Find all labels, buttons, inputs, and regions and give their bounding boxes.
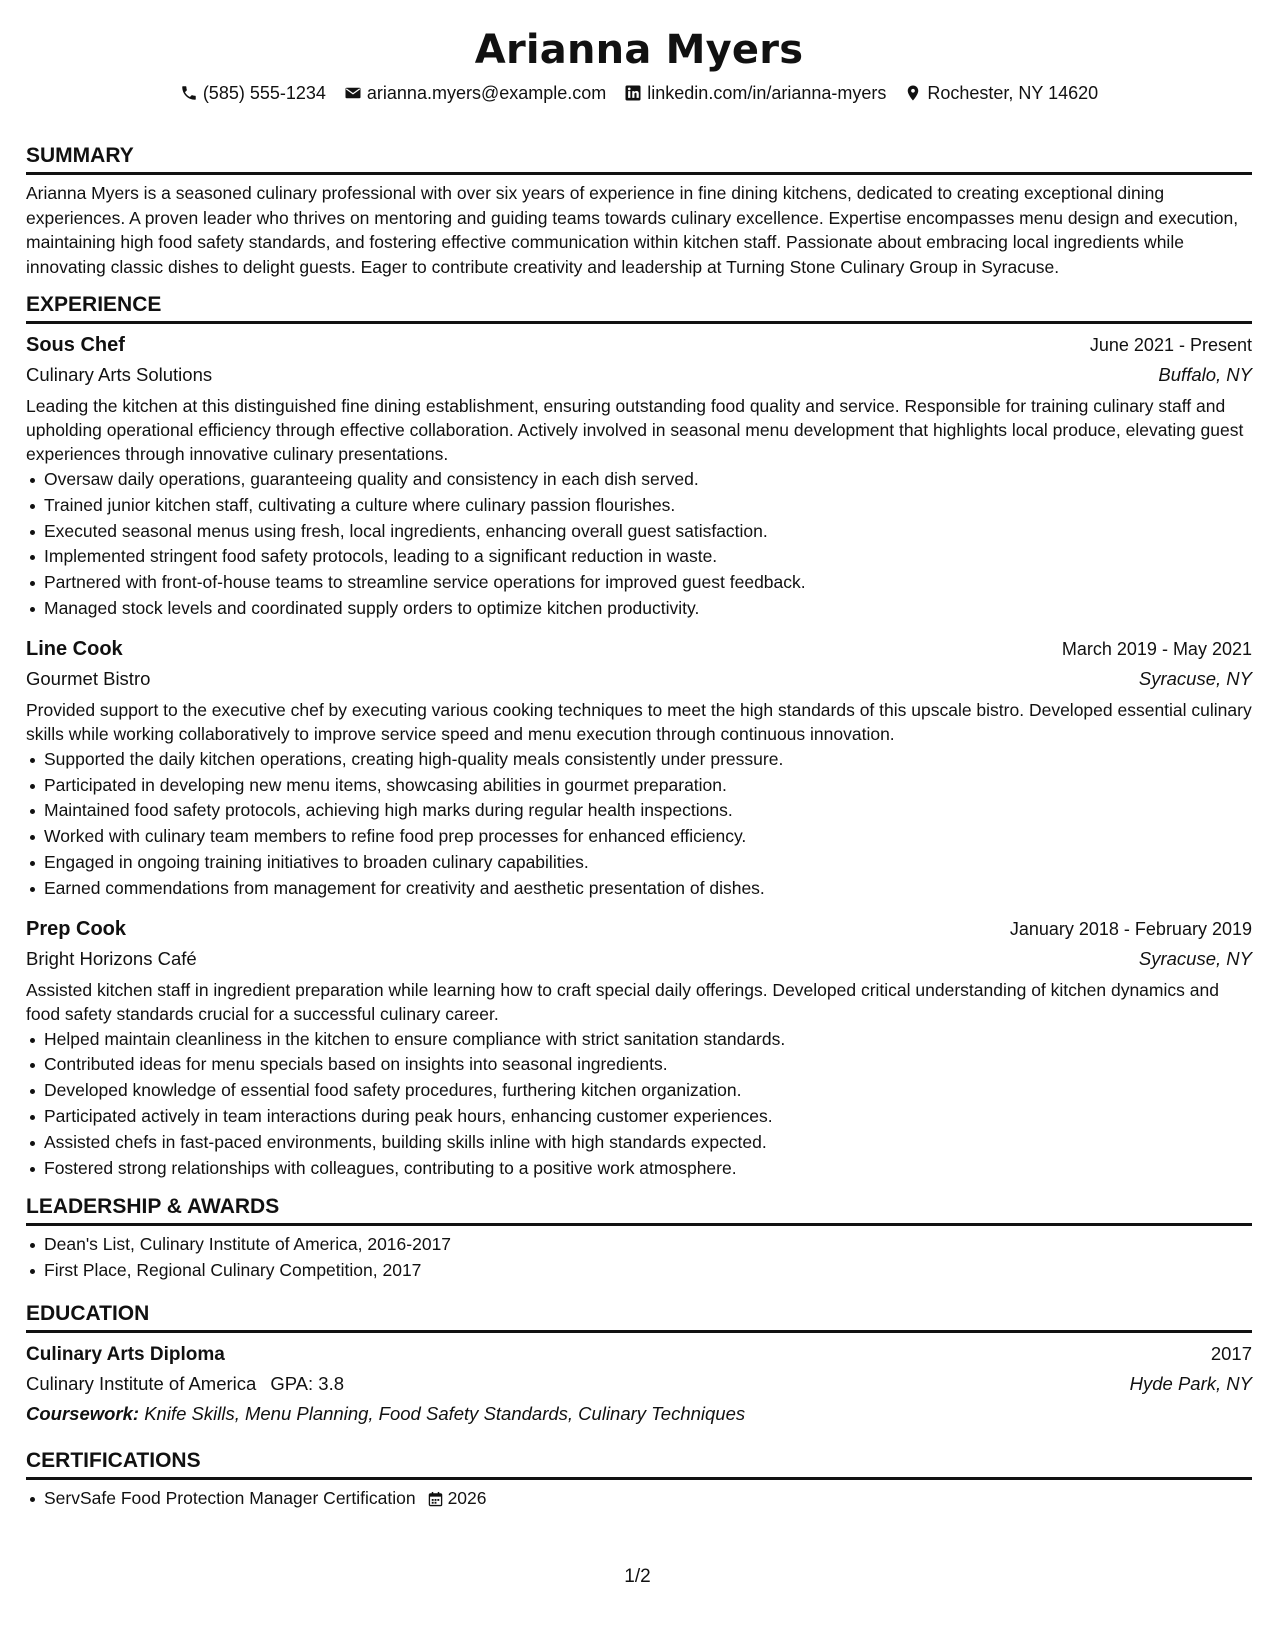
location-pin-icon — [904, 84, 922, 102]
list-item: Supported the daily kitchen operations, creating high-quality meals consistently under pressure. — [26, 747, 1252, 773]
summary-section — [26, 144, 1252, 279]
contact-bar — [26, 78, 1252, 108]
contact-email[interactable] — [344, 83, 606, 104]
contact-phone[interactable] — [180, 83, 326, 104]
phone-text: (585) 555-1234 — [202, 82, 326, 103]
education-section — [26, 1302, 1252, 1429]
school-location: Hyde Park, NY — [1129, 1372, 1252, 1394]
job-location: Buffalo, NY — [1158, 364, 1252, 385]
job-location: Syracuse, NY — [1138, 667, 1252, 689]
job-bullets — [26, 1027, 1252, 1182]
contact-location — [904, 83, 1098, 104]
job-description: Provided support to the executive chef by executing various cooking techniques to meet the high standards of this upscale bistro. Developed essential culinary skills while working collaboratively to improve service speed and menu execution through continuous innovation. — [26, 699, 1252, 744]
summary-text: Arianna Myers is a seasoned culinary professional with over six years of experience in fine dining kitchens, dedicated to creating exceptional dining experiences. A proven leader who thrives on mentoring and guiding teams towards culinary excellence. Expertise encompasses menu design and execution, maintaining high food safety standards, and fostering effective communication within kitchen staff. Passionate about embracing local ingredients while innovating classic dishes to delight guests. Eager to contribute creativity and leadership at Turning Stone Culinary Group in Syracuse. — [26, 183, 1239, 277]
list-item: Participated in developing new menu items, showcasing abilities in gourmet preparation. — [26, 773, 1252, 799]
section-title: LEADERSHIP & AWARDS — [26, 1195, 1252, 1226]
list-item: Fostered strong relationships with colleagues, contributing to a positive work atmosphere. — [26, 1156, 1252, 1182]
list-item: Helped maintain cleanliness in the kitchen to ensure compliance with strict sanitation standards. — [26, 1027, 1252, 1053]
list-item: Developed knowledge of essential food safety procedures, furthering kitchen organization. — [26, 1078, 1252, 1104]
job-dates: June 2021 - Present — [1089, 335, 1252, 355]
list-item: Executed seasonal menus using fresh, local ingredients, enhancing overall guest satisfaction. — [26, 519, 1252, 545]
list-item: Participated actively in team interactions during peak hours, enhancing customer experiences. — [26, 1104, 1252, 1130]
list-item: Dean's List, Culinary Institute of America, 2016-2017 — [26, 1232, 1252, 1258]
list-item: Engaged in ongoing training initiatives to broaden culinary capabilities. — [26, 850, 1252, 876]
list-item: Worked with culinary team members to refine food prep processes for enhanced efficiency. — [26, 824, 1252, 850]
job-title: Sous Chef — [26, 334, 125, 356]
section-title: EDUCATION — [26, 1302, 1252, 1333]
list-item: Implemented stringent food safety protocols, leading to a significant reduction in waste. — [26, 544, 1252, 570]
list-item: Oversaw daily operations, guaranteeing quality and consistency in each dish served. — [26, 467, 1252, 493]
graduation-year: 2017 — [1210, 1342, 1252, 1364]
list-item: Contributed ideas for menu specials based on insights into seasonal ingredients. — [26, 1052, 1252, 1078]
experience-section — [26, 293, 1252, 1181]
company-name: Bright Horizons Café — [26, 947, 197, 969]
company-name: Gourmet Bistro — [26, 667, 151, 689]
list-item: Maintained food safety protocols, achieving high marks during regular health inspections. — [26, 798, 1252, 824]
list-item: First Place, Regional Culinary Competition, 2017 — [26, 1258, 1252, 1284]
phone-icon — [180, 84, 198, 102]
leadership-section — [26, 1195, 1252, 1284]
coursework-label: Coursework: — [26, 1402, 140, 1424]
job-dates: March 2019 - May 2021 — [1061, 638, 1252, 659]
school-name: Culinary Institute of America — [26, 1372, 257, 1394]
coursework — [26, 1399, 1252, 1429]
section-title: CERTIFICATIONS — [26, 1449, 1252, 1480]
certification-name: ServSafe Food Protection Manager Certification — [44, 1487, 416, 1508]
resume-page — [26, 0, 1252, 1512]
list-item — [26, 1486, 1252, 1512]
company-name: Culinary Arts Solutions — [26, 364, 213, 385]
job-title: Prep Cook — [26, 917, 127, 940]
job-entry — [26, 914, 1252, 1182]
email-icon — [344, 84, 362, 102]
section-title: EXPERIENCE — [26, 293, 1252, 324]
job-description: Leading the kitchen at this distinguished fine dining establishment, ensuring outstanding food quality and service. Responsible for training culinary staff and upholding operational efficiency through effective collaboration. Actively involved in seasonal menu development that highlights local produce, elevating guest experiences through innovative culinary presentations. — [26, 396, 1244, 464]
contact-linkedin[interactable] — [624, 83, 886, 104]
job-location: Syracuse, NY — [1138, 947, 1252, 969]
list-item: Earned commendations from management for creativity and aesthetic presentation of dishes. — [26, 876, 1252, 902]
email-text: arianna.myers@example.com — [366, 82, 607, 103]
job-dates: January 2018 - February 2019 — [1009, 918, 1252, 939]
certifications-section — [26, 1449, 1252, 1512]
list-item: Partnered with front-of-house teams to streamline service operations for improved guest feedback. — [26, 570, 1252, 596]
candidate-name: Arianna Myers — [474, 27, 804, 73]
job-bullets — [26, 467, 1252, 622]
job-entry — [26, 330, 1252, 622]
gpa: GPA: 3.8 — [270, 1372, 345, 1394]
calendar-icon — [428, 1491, 443, 1507]
page-number: 1/2 — [624, 1566, 651, 1587]
coursework-list: Knife Skills, Menu Planning, Food Safety Standards, Culinary Techniques — [144, 1402, 746, 1424]
degree-name: Culinary Arts Diploma — [26, 1343, 225, 1365]
list-item: Trained junior kitchen staff, cultivating a culture where culinary passion flourishes. — [26, 493, 1252, 519]
list-item: Assisted chefs in fast-paced environments, building skills inline with high standards expected. — [26, 1130, 1252, 1156]
linkedin-icon — [624, 84, 642, 102]
certification-date: 2026 — [447, 1487, 487, 1508]
location-text: Rochester, NY 14620 — [927, 82, 1099, 103]
job-bullets — [26, 747, 1252, 902]
job-entry — [26, 634, 1252, 902]
list-item: Managed stock levels and coordinated supply orders to optimize kitchen productivity. — [26, 596, 1252, 622]
job-description: Assisted kitchen staff in ingredient preparation while learning how to craft special daily offerings. Developed critical understanding of kitchen dynamics and food safety standards crucial for a successful culinary career. — [26, 979, 1219, 1024]
job-title: Line Cook — [26, 637, 123, 660]
awards-list — [26, 1232, 1252, 1284]
linkedin-text: linkedin.com/in/arianna-myers — [647, 82, 887, 103]
section-title: SUMMARY — [26, 144, 1252, 175]
certifications-list — [26, 1486, 1252, 1512]
